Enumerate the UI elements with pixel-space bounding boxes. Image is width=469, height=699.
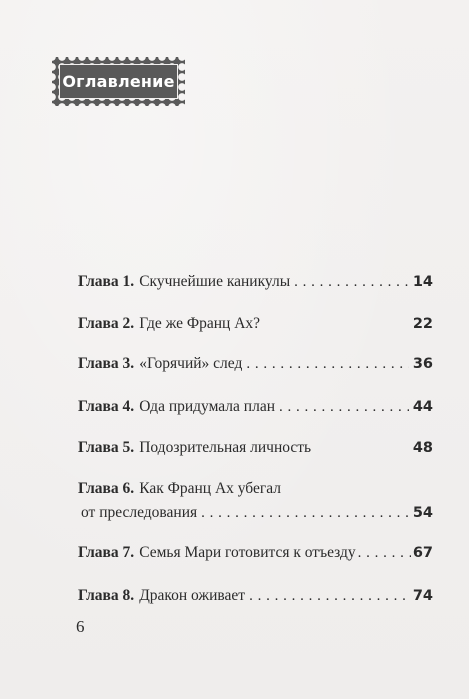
toc-entry: [78, 314, 433, 334]
chapter-label: Глава 5.: [78, 439, 135, 456]
page-ref: 74: [412, 588, 433, 604]
page-number: 6: [76, 617, 85, 636]
toc-entry: [78, 586, 433, 606]
dot-leader: [294, 272, 409, 292]
chapter-title: Как Франц Ах убегал: [139, 480, 281, 497]
chapter-title: Семья Мари готовится к отъезду: [139, 544, 356, 561]
dot-leader: [249, 586, 409, 606]
chapter-title: Дракон оживает: [139, 587, 246, 604]
page-ref: 48: [412, 440, 433, 456]
toc-entry: [78, 272, 433, 292]
chapter-title: «Горячий» след: [139, 355, 243, 372]
chapter-label: Глава 2.: [78, 315, 135, 332]
dot-leader: [279, 397, 409, 417]
page-ref: 44: [412, 399, 433, 415]
chapter-title: Подозрительная личность: [139, 439, 312, 456]
heading-stamp: [59, 64, 178, 99]
toc-entry: [78, 479, 433, 523]
dot-leader: [246, 354, 408, 374]
dot-leader: [201, 503, 409, 523]
toc-entry: [78, 354, 433, 374]
chapter-label: Глава 7.: [78, 544, 135, 561]
toc-entry: [78, 543, 433, 563]
chapter-title-continued: от преследования: [81, 504, 198, 521]
page-ref: 54: [412, 505, 433, 521]
toc-entry: [78, 438, 433, 458]
chapter-label: Глава 8.: [78, 587, 135, 604]
chapter-title: Скучнейшие каникулы: [139, 273, 291, 290]
dot-leader: [358, 543, 411, 563]
page-ref: 22: [412, 316, 433, 332]
page-ref: 36: [412, 356, 433, 372]
chapter-label: Глава 1.: [78, 273, 135, 290]
page-ref: 14: [412, 274, 433, 290]
chapter-label: Глава 6.: [78, 480, 135, 497]
page-heading: Оглавление: [62, 72, 175, 91]
page-ref: 67: [412, 545, 433, 561]
chapter-label: Глава 4.: [78, 398, 135, 415]
chapter-title: Где же Франц Ах?: [139, 315, 261, 332]
chapter-label: Глава 3.: [78, 355, 135, 372]
chapter-title: Ода придумала план: [139, 398, 276, 415]
toc-entry: [78, 397, 433, 417]
